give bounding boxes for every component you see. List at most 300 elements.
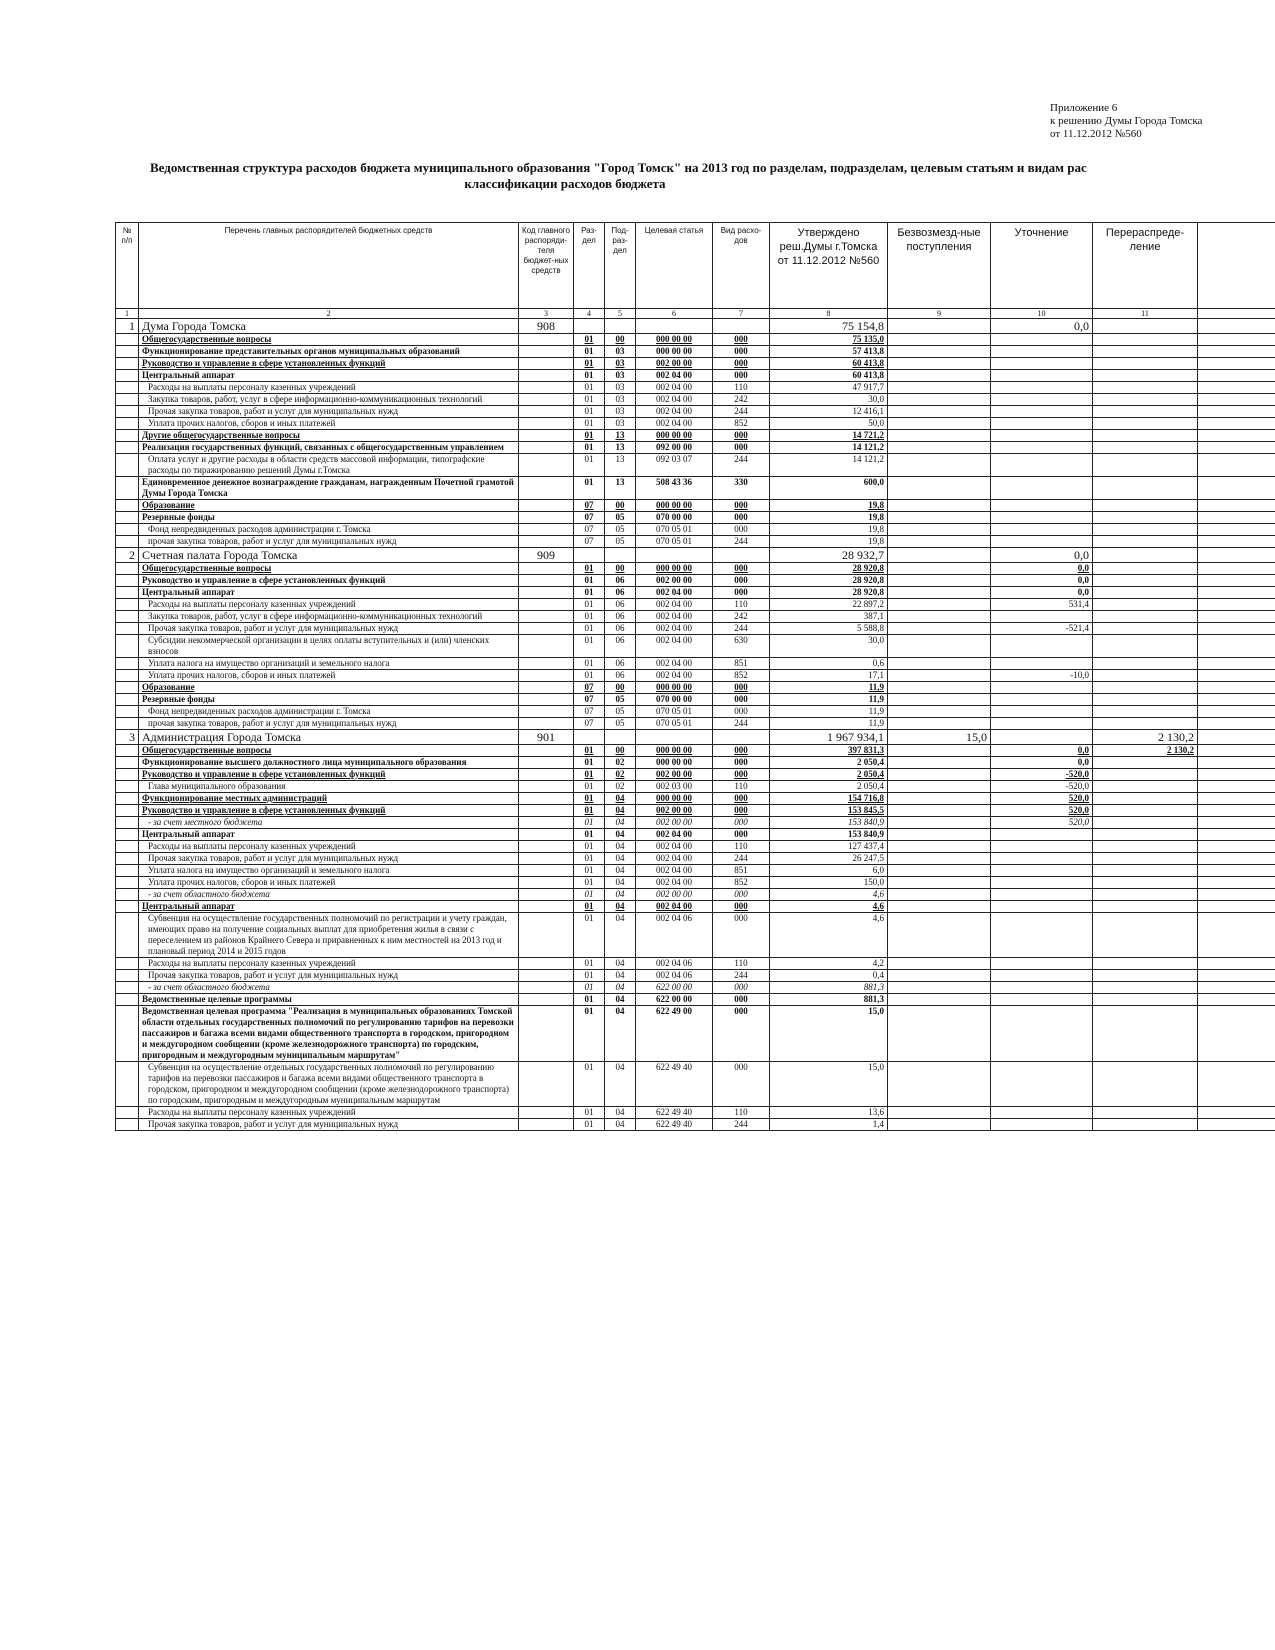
grants-amount [888, 793, 991, 805]
subsection-code: 05 [605, 718, 636, 730]
subsection-code: 04 [605, 1062, 636, 1107]
adjustment-amount: 0,0 [991, 548, 1093, 563]
subsection-code: 04 [605, 901, 636, 913]
target-article [636, 730, 713, 745]
approved-amount: 4,6 [770, 901, 888, 913]
table-row [116, 757, 1275, 769]
appendix-reference [1050, 102, 1202, 141]
adjustment-amount: 520,0 [991, 805, 1093, 817]
redistribution-amount [1093, 406, 1198, 418]
col-number: 3 [519, 309, 574, 319]
redistribution-amount [1093, 757, 1198, 769]
row-number [116, 382, 139, 394]
table-row [116, 548, 1275, 563]
table-row [116, 706, 1275, 718]
subsection-code [605, 730, 636, 745]
expense-type: 244 [713, 454, 770, 477]
extra-cell [1198, 793, 1275, 805]
section-code: 01 [574, 1119, 605, 1131]
subsection-code: 02 [605, 781, 636, 793]
table-row [116, 382, 1275, 394]
redistribution-amount [1093, 793, 1198, 805]
expense-name: Центральный аппарат [139, 587, 519, 599]
expense-type: 000 [713, 587, 770, 599]
subsection-code: 04 [605, 793, 636, 805]
section-code: 01 [574, 382, 605, 394]
table-row [116, 536, 1275, 548]
col-header: Вид расхо-дов [713, 223, 770, 309]
subsection-code: 04 [605, 841, 636, 853]
extra-cell [1198, 548, 1275, 563]
subsection-code: 06 [605, 611, 636, 623]
manager-code [519, 853, 574, 865]
table-row [116, 635, 1275, 658]
adjustment-amount [991, 334, 1093, 346]
extra-cell [1198, 865, 1275, 877]
table-row [116, 430, 1275, 442]
grants-amount [888, 454, 991, 477]
target-article: 002 04 00 [636, 853, 713, 865]
expense-type: 244 [713, 536, 770, 548]
expense-type: 244 [713, 970, 770, 982]
grants-amount [888, 611, 991, 623]
table-row [116, 670, 1275, 682]
col-number: 7 [713, 309, 770, 319]
redistribution-amount [1093, 442, 1198, 454]
approved-amount: 0,6 [770, 658, 888, 670]
redistribution-amount [1093, 781, 1198, 793]
section-code: 07 [574, 536, 605, 548]
expense-name: Функционирование представительных органов муниципальных образований [139, 346, 519, 358]
manager-code [519, 454, 574, 477]
table-row [116, 730, 1275, 745]
target-article: 002 00 00 [636, 769, 713, 781]
redistribution-amount [1093, 718, 1198, 730]
expense-type: 000 [713, 575, 770, 587]
grants-amount [888, 829, 991, 841]
grants-amount [888, 575, 991, 587]
expense-type: 000 [713, 442, 770, 454]
target-article: 002 04 06 [636, 913, 713, 958]
expense-type: 244 [713, 623, 770, 635]
manager-code: 901 [519, 730, 574, 745]
grants-amount [888, 1107, 991, 1119]
target-article: 000 00 00 [636, 793, 713, 805]
manager-code [519, 611, 574, 623]
col-number: 5 [605, 309, 636, 319]
redistribution-amount [1093, 418, 1198, 430]
subsection-code: 06 [605, 670, 636, 682]
target-article: 002 00 00 [636, 817, 713, 829]
grants-amount [888, 358, 991, 370]
row-number [116, 841, 139, 853]
extra-cell [1198, 1006, 1275, 1062]
expense-type: 000 [713, 563, 770, 575]
col-header: Перечень главных распорядителей бюджетных средств [139, 223, 519, 309]
manager-code [519, 658, 574, 670]
expense-type: 244 [713, 853, 770, 865]
subsection-code: 02 [605, 769, 636, 781]
redistribution-amount [1093, 587, 1198, 599]
redistribution-amount: 2 130,2 [1093, 745, 1198, 757]
col-header: Безвозмезд-ные поступления [888, 223, 991, 309]
target-article [636, 319, 713, 334]
row-number [116, 694, 139, 706]
adjustment-amount [991, 418, 1093, 430]
expense-type: 000 [713, 913, 770, 958]
grants-amount [888, 982, 991, 994]
manager-code [519, 346, 574, 358]
approved-amount: 11,9 [770, 694, 888, 706]
approved-amount: 2 050,4 [770, 769, 888, 781]
col-number: 4 [574, 309, 605, 319]
manager-code [519, 599, 574, 611]
table-row [116, 817, 1275, 829]
manager-code [519, 1062, 574, 1107]
expense-name: Руководство и управление в сфере установленных функций [139, 805, 519, 817]
row-number [116, 793, 139, 805]
subsection-code [605, 548, 636, 563]
section-code: 01 [574, 1107, 605, 1119]
subsection-code: 06 [605, 658, 636, 670]
approved-amount: 11,9 [770, 718, 888, 730]
grants-amount [888, 500, 991, 512]
table-row [116, 841, 1275, 853]
target-article: 002 04 00 [636, 901, 713, 913]
expense-type [713, 548, 770, 563]
expense-type: 852 [713, 418, 770, 430]
extra-cell [1198, 841, 1275, 853]
section-code: 07 [574, 500, 605, 512]
adjustment-amount: 0,0 [991, 563, 1093, 575]
expense-type: 330 [713, 477, 770, 500]
manager-code [519, 394, 574, 406]
table-row [116, 994, 1275, 1006]
section-code: 01 [574, 745, 605, 757]
extra-cell [1198, 829, 1275, 841]
extra-cell [1198, 913, 1275, 958]
section-code: 07 [574, 694, 605, 706]
approved-amount: 28 932,7 [770, 548, 888, 563]
expense-name: Центральный аппарат [139, 901, 519, 913]
grants-amount [888, 718, 991, 730]
row-number [116, 524, 139, 536]
row-number [116, 1062, 139, 1107]
redistribution-amount [1093, 1107, 1198, 1119]
expense-type: 000 [713, 901, 770, 913]
row-number [116, 406, 139, 418]
approved-amount: 153 845,5 [770, 805, 888, 817]
approved-amount: 2 050,4 [770, 781, 888, 793]
row-number [116, 500, 139, 512]
row-number [116, 611, 139, 623]
section-code: 01 [574, 599, 605, 611]
section-code: 01 [574, 901, 605, 913]
target-article [636, 548, 713, 563]
subsection-code: 06 [605, 599, 636, 611]
adjustment-amount [991, 730, 1093, 745]
redistribution-amount [1093, 454, 1198, 477]
section-code: 01 [574, 805, 605, 817]
redistribution-amount [1093, 670, 1198, 682]
approved-amount: 75 154,8 [770, 319, 888, 334]
redistribution-amount [1093, 382, 1198, 394]
redistribution-amount: 2 130,2 [1093, 730, 1198, 745]
target-article: 000 00 00 [636, 745, 713, 757]
expense-name: Руководство и управление в сфере установленных функций [139, 575, 519, 587]
target-article: 002 04 00 [636, 611, 713, 623]
extra-cell [1198, 319, 1275, 334]
approved-amount: 154 716,8 [770, 793, 888, 805]
table-row [116, 442, 1275, 454]
approved-amount: 19,8 [770, 524, 888, 536]
manager-code [519, 682, 574, 694]
redistribution-amount [1093, 524, 1198, 536]
approved-amount: 12 416,1 [770, 406, 888, 418]
redistribution-amount [1093, 982, 1198, 994]
expense-type: 851 [713, 658, 770, 670]
row-number [116, 670, 139, 682]
manager-code [519, 382, 574, 394]
extra-cell [1198, 853, 1275, 865]
section-code: 01 [574, 793, 605, 805]
table-row [116, 454, 1275, 477]
redistribution-amount [1093, 994, 1198, 1006]
expense-type: 000 [713, 793, 770, 805]
redistribution-amount [1093, 901, 1198, 913]
column-number-row [116, 309, 1275, 319]
expense-type: 630 [713, 635, 770, 658]
manager-code [519, 877, 574, 889]
redistribution-amount [1093, 889, 1198, 901]
col-header: Раз-дел [574, 223, 605, 309]
section-code: 01 [574, 658, 605, 670]
manager-code [519, 1119, 574, 1131]
row-number: 3 [116, 730, 139, 745]
table-row [116, 500, 1275, 512]
table-row [116, 769, 1275, 781]
expense-name: Субсидии некоммерческой организации в целях оплаты вступительных и (или) членских взносов [139, 635, 519, 658]
section-code: 01 [574, 781, 605, 793]
grants-amount [888, 418, 991, 430]
subsection-code: 04 [605, 994, 636, 1006]
expense-name: - за счет областного бюджета [139, 889, 519, 901]
table-row [116, 694, 1275, 706]
extra-cell [1198, 524, 1275, 536]
extra-cell [1198, 805, 1275, 817]
subsection-code: 00 [605, 745, 636, 757]
target-article: 622 49 40 [636, 1107, 713, 1119]
redistribution-amount [1093, 829, 1198, 841]
target-article: 002 04 06 [636, 958, 713, 970]
adjustment-amount: 520,0 [991, 793, 1093, 805]
adjustment-amount [991, 913, 1093, 958]
extra-cell [1198, 994, 1275, 1006]
approved-amount: 14 721,2 [770, 430, 888, 442]
target-article: 002 04 00 [636, 670, 713, 682]
section-code: 01 [574, 346, 605, 358]
approved-amount: 881,3 [770, 982, 888, 994]
extra-cell [1198, 781, 1275, 793]
section-code: 01 [574, 575, 605, 587]
grants-amount [888, 1006, 991, 1062]
table-row [116, 334, 1275, 346]
subsection-code: 02 [605, 757, 636, 769]
target-article: 622 49 40 [636, 1062, 713, 1107]
adjustment-amount [991, 901, 1093, 913]
expense-type: 000 [713, 994, 770, 1006]
subsection-code: 04 [605, 982, 636, 994]
approved-amount: 153 840,9 [770, 829, 888, 841]
section-code: 01 [574, 623, 605, 635]
approved-amount: 11,9 [770, 682, 888, 694]
manager-code [519, 994, 574, 1006]
expense-name: Расходы на выплаты персоналу казенных учреждений [139, 1107, 519, 1119]
table-row [116, 346, 1275, 358]
extra-cell [1198, 418, 1275, 430]
redistribution-amount [1093, 370, 1198, 382]
manager-code [519, 623, 574, 635]
target-article: 002 04 06 [636, 970, 713, 982]
subsection-code: 04 [605, 958, 636, 970]
table-row [116, 1119, 1275, 1131]
subsection-code: 05 [605, 706, 636, 718]
adjustment-amount [991, 454, 1093, 477]
section-code [574, 319, 605, 334]
grants-amount [888, 334, 991, 346]
redistribution-amount [1093, 970, 1198, 982]
expense-name: Дума Города Томска [139, 319, 519, 334]
budget-table [115, 222, 1275, 1131]
row-number [116, 805, 139, 817]
redistribution-amount [1093, 877, 1198, 889]
subsection-code: 04 [605, 970, 636, 982]
subsection-code: 04 [605, 889, 636, 901]
extra-cell [1198, 877, 1275, 889]
section-code: 01 [574, 757, 605, 769]
extra-cell [1198, 958, 1275, 970]
grants-amount [888, 319, 991, 334]
target-article: 070 05 01 [636, 718, 713, 730]
grants-amount [888, 1062, 991, 1107]
expense-name: Субвенция на осуществление государственных полномочий по регистрации и учету граждан, имеющих право на получение социальных выплат для приобретения жилья в связи с переселением из районов Крайнего Севера и приравненных к ним местностей на 2013 год и плановый период 2014 и 2015 годов [139, 913, 519, 958]
expense-name: Ведомственные целевые программы [139, 994, 519, 1006]
expense-name: Общегосударственные вопросы [139, 334, 519, 346]
approved-amount: 2 050,4 [770, 757, 888, 769]
approved-amount: 15,0 [770, 1062, 888, 1107]
adjustment-amount: 0,0 [991, 319, 1093, 334]
target-article: 002 04 00 [636, 406, 713, 418]
col-header: Под-раз-дел [605, 223, 636, 309]
manager-code [519, 442, 574, 454]
col-number: 2 [139, 309, 519, 319]
row-number [116, 970, 139, 982]
adjustment-amount [991, 994, 1093, 1006]
row-number [116, 706, 139, 718]
extra-cell [1198, 757, 1275, 769]
row-number [116, 913, 139, 958]
subsection-code: 04 [605, 1107, 636, 1119]
target-article: 002 00 00 [636, 805, 713, 817]
subsection-code: 04 [605, 877, 636, 889]
target-article: 508 43 36 [636, 477, 713, 500]
target-article: 002 04 00 [636, 370, 713, 382]
row-number [116, 394, 139, 406]
adjustment-amount [991, 406, 1093, 418]
expense-name: Закупка товаров, работ, услуг в сфере информационно-коммуникационных технологий [139, 394, 519, 406]
extra-cell [1198, 670, 1275, 682]
adjustment-amount [991, 1006, 1093, 1062]
col-header-extra [1198, 223, 1275, 309]
manager-code [519, 334, 574, 346]
adjustment-amount [991, 694, 1093, 706]
target-article: 002 04 00 [636, 865, 713, 877]
adjustment-amount [991, 1062, 1093, 1107]
section-code: 07 [574, 524, 605, 536]
subsection-code: 04 [605, 913, 636, 958]
grants-amount [888, 670, 991, 682]
extra-cell [1198, 730, 1275, 745]
expense-type: 110 [713, 781, 770, 793]
adjustment-amount [991, 682, 1093, 694]
extra-cell [1198, 512, 1275, 524]
expense-type: 852 [713, 670, 770, 682]
row-number [116, 442, 139, 454]
expense-type: 242 [713, 394, 770, 406]
target-article: 070 00 00 [636, 694, 713, 706]
row-number [116, 781, 139, 793]
adjustment-amount [991, 970, 1093, 982]
target-article: 002 04 00 [636, 877, 713, 889]
approved-amount: 47 917,7 [770, 382, 888, 394]
col-header: Утверждено реш.Думы г.Томска от 11.12.2012 №560 [770, 223, 888, 309]
target-article: 000 00 00 [636, 500, 713, 512]
row-number: 2 [116, 548, 139, 563]
grants-amount [888, 599, 991, 611]
expense-type: 852 [713, 877, 770, 889]
expense-name: Функционирование местных администраций [139, 793, 519, 805]
subsection-code: 03 [605, 358, 636, 370]
table-row [116, 575, 1275, 587]
manager-code [519, 970, 574, 982]
manager-code [519, 406, 574, 418]
extra-cell [1198, 718, 1275, 730]
adjustment-amount [991, 706, 1093, 718]
table-body [116, 319, 1275, 1131]
expense-name: - за счет местного бюджета [139, 817, 519, 829]
section-code: 01 [574, 889, 605, 901]
approved-amount: 75 135,0 [770, 334, 888, 346]
section-code: 01 [574, 982, 605, 994]
approved-amount: 17,1 [770, 670, 888, 682]
expense-name: Оплата услуг и другие расходы в области средств массовой информации, типографские расходы по тиражированию решений Думы г.Томска [139, 454, 519, 477]
target-article: 002 04 00 [636, 658, 713, 670]
grants-amount [888, 658, 991, 670]
table-row [116, 781, 1275, 793]
section-code: 01 [574, 358, 605, 370]
manager-code [519, 358, 574, 370]
manager-code [519, 865, 574, 877]
approved-amount: 387,1 [770, 611, 888, 623]
manager-code [519, 718, 574, 730]
extra-cell [1198, 454, 1275, 477]
section-code: 01 [574, 817, 605, 829]
table-row [116, 970, 1275, 982]
extra-cell [1198, 1107, 1275, 1119]
subsection-code: 05 [605, 536, 636, 548]
grants-amount [888, 853, 991, 865]
adjustment-amount: -520,0 [991, 781, 1093, 793]
